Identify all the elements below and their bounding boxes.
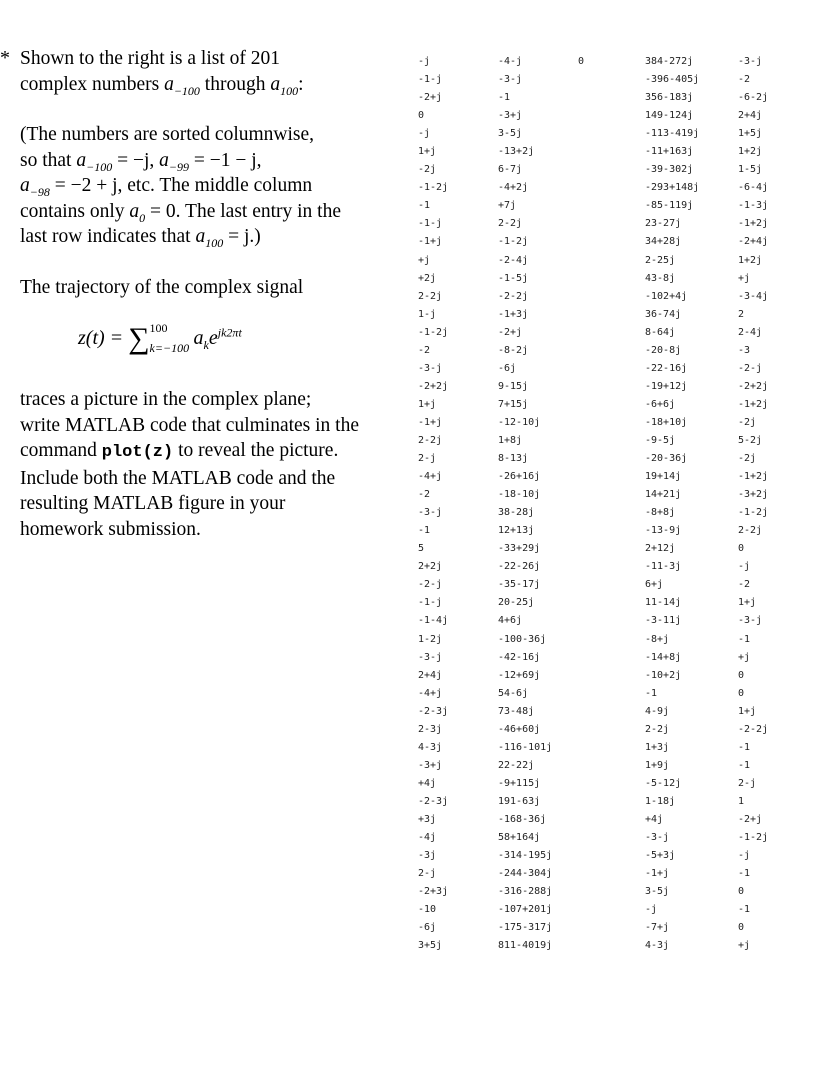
coef-a-100: $a_{100}$ [270,73,299,98]
coefficient-entry: -3-j [418,507,443,519]
coefficient-entry: 0 [738,922,745,934]
coefficient-entry: 23-27j [645,218,682,230]
coefficient-entry: 1+j [418,146,437,158]
coefficient-entry: -6-4j [738,182,769,194]
coefficient-entry: 2-2j [418,434,443,446]
coefficient-entry: 8-13j [498,453,529,465]
coefficient-entry: -2 [738,74,751,86]
coefficient-entry: -1 [738,868,751,880]
coefficient-entry: -1 [738,741,751,753]
coefficient-entry: 4-3j [645,940,670,952]
coefficient-entry: -3-j [418,362,443,374]
coefficient-entry: -113-419j [645,128,700,140]
coefficient-entry: 1+2j [738,254,763,266]
coefficient-entry: -3-4j [738,290,769,302]
coefficient-entry: -175-317j [498,922,553,934]
coefficient-entry: -42-16j [498,651,541,663]
coefficient-entry: -39-302j [645,164,694,176]
equation-term: $a_ke^{jk2\pi t}$ [193,325,242,352]
coefficient-entry: 54-6j [498,687,529,699]
coefficient-entry: -6j [418,922,437,934]
coefficient-entry: 11-14j [645,597,682,609]
coefficient-entry: 1+5j [738,128,763,140]
coefficient-entry: 12+13j [498,525,535,537]
intro-colon: : [298,73,304,95]
coefficient-entry: 22-22j [498,759,535,771]
coefficient-entry: -2+2j [418,380,449,392]
coefficient-entry: -2-3j [418,705,449,717]
note-eq-5: = j.) [228,226,261,247]
coefficient-entry: -9+115j [498,777,541,789]
coefficient-entry: -1+j [418,236,443,248]
coefficient-entry: 14+21j [645,489,682,501]
coefficient-entry: 1-2j [418,633,443,645]
coefficient-entry: -1 [645,687,658,699]
coefficient-column-4 [645,53,699,955]
coefficient-column-5 [738,53,768,955]
coefficient-entry: -14+8j [645,651,682,663]
coefficient-entry: -j [645,904,658,916]
plot-command-code: plot(z) [101,443,174,462]
coefficient-entry: -12+69j [498,669,541,681]
coefficient-entry: -3-j [418,651,443,663]
coefficient-entry: -3-j [645,832,670,844]
coefficient-entry: 0 [578,56,585,67]
coefficient-entry: 2 [738,308,745,320]
coefficient-entry: -1-2j [418,182,449,194]
coefficient-entry: -8-2j [498,344,529,356]
coefficient-entry: 6+j [645,579,664,591]
coefficient-entry: -100-36j [498,633,547,645]
coefficient-entry: 4-9j [645,705,670,717]
coefficient-entry: -3+2j [738,489,769,501]
coefficient-entry: -1 [418,200,431,212]
coefficient-entry: 4-3j [418,741,443,753]
coefficient-entry: -1-2j [738,507,769,519]
coefficient-entry: -2-3j [418,795,449,807]
body-line-5: resulting MATLAB figure in your [20,493,286,514]
coefficient-entry: 356-183j [645,92,694,104]
coefficient-entry: -3 [738,344,751,356]
coefficient-entry: -j [418,56,431,67]
coef-a-m99: $a_{-99}$ [159,149,189,174]
coefficient-entry: -8+8j [645,507,676,519]
coef-a-m100: $a_{-100}$ [164,73,200,98]
note-paragraph [20,122,400,250]
coefficient-entry: -j [738,850,751,862]
coefficient-entry: 1 [738,795,745,807]
coefficient-entry: -6-2j [738,92,769,104]
coefficient-entry: -1 [738,633,751,645]
coefficient-entry: -20-8j [645,344,682,356]
instructions-paragraph [20,387,400,542]
coefficient-entry: 3-5j [645,886,670,898]
coefficient-entry: -26+16j [498,471,541,483]
coefficient-entry: 1+j [738,705,757,717]
trajectory-line: The trajectory of the complex signal [20,276,304,298]
coef-a-m100-note: $a_{-100}$ [76,149,113,174]
coefficient-entry: -2j [418,164,437,176]
coefficient-entry: -4+2j [498,182,529,194]
coefficient-entry: 2-2j [418,290,443,302]
coefficient-column-3 [578,53,584,71]
coefficient-entry: 73-48j [498,705,535,717]
coefficient-entry: -2j [738,453,757,465]
coefficient-entry: -1-2j [498,236,529,248]
coefficient-entry: -j [738,561,751,573]
coefficient-entry: -2+4j [738,236,769,248]
coefficient-entry: -1+2j [738,218,769,230]
coefficient-entry: -2+3j [418,886,449,898]
coefficient-entry: -1+2j [738,398,769,410]
note-last: last row indicates that [20,226,191,247]
coefficient-entry: -46+60j [498,723,541,735]
coefficient-entry: 2+12j [645,543,676,555]
coefficient-entry: -35-17j [498,579,541,591]
coefficient-entry: -11-3j [645,561,682,573]
coefficient-entry: -1-5j [498,272,529,284]
coefficient-entry: 0 [738,886,745,898]
coefficient-entry: -3j [418,850,437,862]
coefficient-entry: -11+163j [645,146,694,158]
coefficient-entry: -13+2j [498,146,535,158]
coefficient-entry: 4+6j [498,615,523,627]
sum-limits [150,314,194,362]
coefficient-entry: 5 [418,543,425,555]
coefficient-entry: 1+j [418,398,437,410]
coefficient-entry: -12-10j [498,416,541,428]
coefficient-entry: -18-10j [498,489,541,501]
coefficient-entry: +j [738,940,751,952]
coefficient-entry: -9-5j [645,434,676,446]
coefficient-entry: -1 [738,759,751,771]
coefficient-entry: 384-272j [645,56,694,67]
coefficient-entry: 149-124j [645,110,694,122]
coefficient-entry: -2 [418,344,431,356]
coefficient-entry: -j [418,128,431,140]
coefficient-entry: -7+j [645,922,670,934]
coefficient-entry: 5-2j [738,434,763,446]
coefficient-entry: -1 [738,904,751,916]
coefficient-entry: +j [418,254,431,266]
coefficient-entry: 2+4j [418,669,443,681]
coefficient-entry: -107+201j [498,904,553,916]
coefficient-entry: 0 [418,110,425,122]
coefficient-entry: 811-4019j [498,940,553,952]
coefficient-entry: 1+j [738,597,757,609]
coefficient-entry: 1-18j [645,795,676,807]
coefficient-entry: 58+164j [498,832,541,844]
coefficient-entry: -3-j [738,56,763,67]
coefficient-entry: 38-28j [498,507,535,519]
sum-lower: k=−100 [149,341,190,355]
coefficient-entry: 2-j [738,777,757,789]
coefficient-entry: -2j [738,416,757,428]
coefficient-entry: -4-j [498,56,523,67]
note-eq-4: = 0. The last entry in the [150,200,342,222]
sum-upper: 100 [149,321,168,335]
coefficient-entry: 20-25j [498,597,535,609]
coefficient-entry: +4j [645,813,664,825]
body-line-6: homework submission. [20,518,201,540]
coefficient-entry: -1-j [418,218,443,230]
coefficient-entry: -8+j [645,633,670,645]
coefficient-entry: -3+j [418,759,443,771]
intro-text: complex numbers [20,73,160,95]
coefficient-entry: +7j [498,200,517,212]
problem-text [20,46,400,567]
coefficient-entry: -10 [418,904,437,916]
coefficient-entry: -3-11j [645,615,682,627]
signal-equation [20,314,400,362]
coefficient-entry: 19+14j [645,471,682,483]
coefficient-entry: -2 [418,489,431,501]
coefficient-entry: -116-101j [498,741,553,753]
coefficient-entry: -2+2j [738,380,769,392]
coefficient-entry: 1+9j [645,759,670,771]
coefficient-entry: -1+3j [498,308,529,320]
coef-a-100-note: $a_{100}$ [195,226,224,250]
coefficient-entry: 2-3j [418,723,443,735]
body-command-word: command [20,440,97,461]
coefficient-entry: -4+j [418,471,443,483]
coefficient-entry: -2 [738,579,751,591]
coefficient-entry: -1+j [645,868,670,880]
coefficient-entry: +j [738,272,751,284]
coefficient-entry: -6j [498,362,517,374]
coefficient-entry: -33+29j [498,543,541,555]
coefficient-entry: 1+8j [498,434,523,446]
coefficient-entry: -1 [418,525,431,537]
coefficient-column-2 [498,53,552,955]
note-eq-1: = −j, [117,149,155,171]
body-line-4: Include both the MATLAB code and the [20,467,336,489]
note-middle: contains only [20,200,125,222]
coefficient-entry: -316-288j [498,886,553,898]
coefficient-entry: -1-4j [418,615,449,627]
coefficient-entry: -168-36j [498,813,547,825]
coef-a-m98: $a_{-98}$ [20,175,50,199]
coefficient-entry: -20-36j [645,453,688,465]
coefficient-entry: -244-304j [498,868,553,880]
coefficient-entry: 2-2j [738,525,763,537]
coefficient-entry: 0 [738,687,745,699]
note-eq-3: = −2 + j, etc. The middle column [54,175,313,196]
sigma-symbol: ∑ [128,322,150,355]
coefficient-entry: 2-j [418,453,437,465]
coefficient-entry: +3j [418,813,437,825]
equation-lhs: z(t) = [78,327,124,349]
coefficient-entry: -5+3j [645,850,676,862]
coefficient-entry: -102+4j [645,290,688,302]
coefficient-entry: 2+2j [418,561,443,573]
body-line-1: traces a picture in the complex plane; [20,389,312,410]
coefficient-entry: -2+j [418,92,443,104]
coefficient-entry: -2-2j [498,290,529,302]
coefficient-entry: -2-j [738,362,763,374]
coefficient-entry: 1+2j [738,146,763,158]
coefficient-entry: 3-5j [498,128,523,140]
coefficient-entry: 36-74j [645,308,682,320]
coefficient-entry: -22-26j [498,561,541,573]
coefficient-entry: 1+3j [645,741,670,753]
coefficient-entry: -1+j [418,416,443,428]
coefficient-entry: -1-2j [738,832,769,844]
coefficient-entry: -2-2j [738,723,769,735]
coefficient-entry: 2-4j [738,326,763,338]
coefficient-entry: -1+2j [738,471,769,483]
coefficient-entry: -13-9j [645,525,682,537]
coefficient-entry: 0 [738,543,745,555]
coefficient-entry: 2-25j [645,254,676,266]
coefficient-entry: +j [738,651,751,663]
coefficient-entry: 34+28j [645,236,682,248]
coefficient-entry: -22-16j [645,362,688,374]
coefficient-entry: 191-63j [498,795,541,807]
coefficient-entry: -85-119j [645,200,694,212]
coefficient-entry: -396-405j [645,74,700,86]
coefficient-entry: 6-7j [498,164,523,176]
intro-through: through [204,73,266,95]
coefficient-entry: 2-2j [498,218,523,230]
note-eq-2: = −1 − j, [193,149,262,171]
coefficient-entry: -3-j [738,615,763,627]
coefficient-entry: 3+5j [418,940,443,952]
intro-line-1: Shown to the right is a list of 201 [20,48,280,69]
coefficient-entry: -1-3j [738,200,769,212]
coefficient-entry: -1 [498,92,511,104]
coef-a-0: $a_0$ [129,200,146,225]
bullet-marker: * [0,47,10,69]
coefficient-entry: -1-j [418,74,443,86]
coefficient-entry: -314-195j [498,850,553,862]
coefficient-entry: +4j [418,777,437,789]
coefficient-entry: 2-j [418,868,437,880]
note-so-that: so that [20,149,72,171]
coefficient-entry: -2+j [738,813,763,825]
coefficient-entry: -4j [418,832,437,844]
coefficient-entry: +2j [418,272,437,284]
coefficient-entry: -6+6j [645,398,676,410]
coefficient-entry: 2-2j [645,723,670,735]
coefficient-entry: -5-12j [645,777,682,789]
coefficient-entry: -2-4j [498,254,529,266]
coefficient-entry: -1-2j [418,326,449,338]
coefficient-entry: 2+4j [738,110,763,122]
body-line-2: write MATLAB code that culminates in the [20,414,360,436]
coefficient-column-1 [418,53,448,955]
coefficient-entry: 7+15j [498,398,529,410]
coefficient-entry: 43-8j [645,272,676,284]
coefficient-entry: -3+j [498,110,523,122]
coefficient-entry: 1-j [418,308,437,320]
body-line-3-end: to reveal the picture. [178,440,339,461]
coefficient-entry: 9-15j [498,380,529,392]
intro-paragraph [20,46,400,97]
coefficient-entry: -1-j [418,597,443,609]
coefficient-entry: 0 [738,669,745,681]
coefficient-entry: -10+2j [645,669,682,681]
coefficient-entry: -18+10j [645,416,688,428]
coefficient-entry: -2-j [418,579,443,591]
coefficient-entry: -2+j [498,326,523,338]
coefficient-entry: -19+12j [645,380,688,392]
coefficient-entry: 8-64j [645,326,676,338]
note-line-1: (The numbers are sorted columnwise, [20,124,315,145]
coefficient-entry: -3-j [498,74,523,86]
coefficient-entry: -293+148j [645,182,700,194]
coefficient-entry: -4+j [418,687,443,699]
coefficient-entry: 1-5j [738,164,763,176]
